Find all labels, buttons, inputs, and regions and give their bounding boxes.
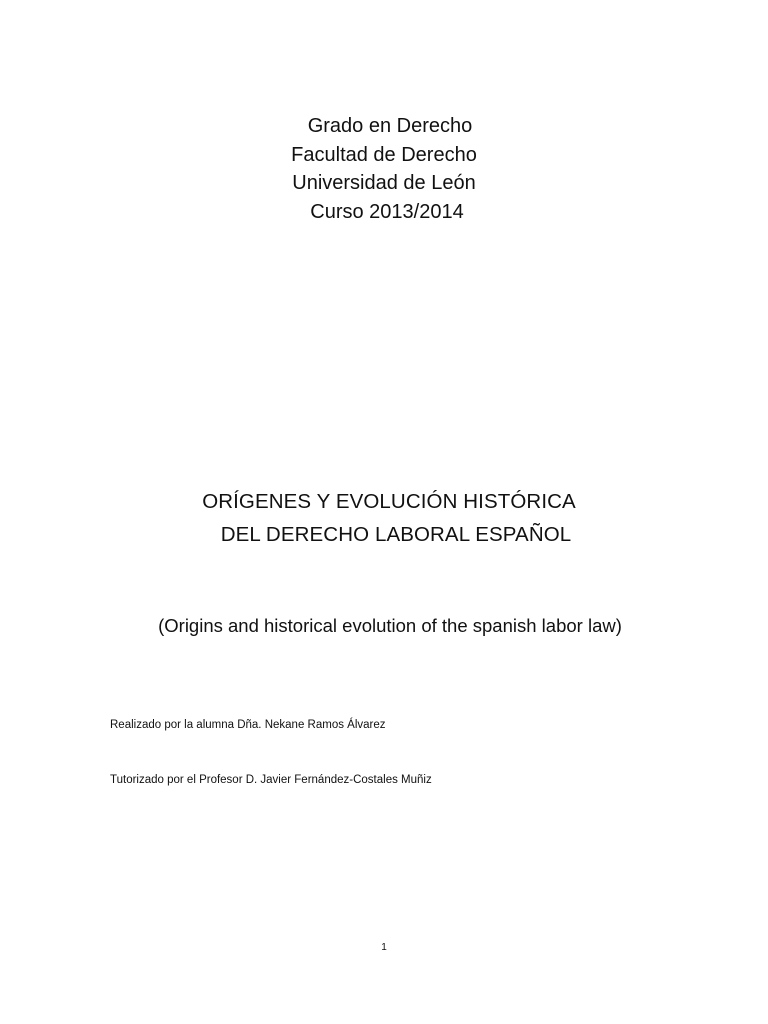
english-subtitle: (Origins and historical evolution of the spanish labor law) xyxy=(158,615,622,636)
title-line-1: ORÍGENES Y EVOLUCIÓN HISTÓRICA xyxy=(202,490,576,513)
thesis-title xyxy=(0,485,768,551)
institution-header xyxy=(0,112,768,226)
tutor-credit: Tutorizado por el Profesor D. Javier Fernández-Costales Muñiz xyxy=(110,774,432,786)
faculty-line: Facultad de Derecho xyxy=(291,143,477,166)
author-credit: Realizado por la alumna Dña. Nekane Ramos Álvarez xyxy=(110,719,386,731)
university-line: Universidad de León xyxy=(292,172,476,194)
title-line-2: DEL DERECHO LABORAL ESPAÑOL xyxy=(220,523,572,546)
page-number: 1 xyxy=(381,942,387,953)
course-year-line: Curso 2013/2014 xyxy=(310,200,464,223)
degree-line: Grado en Derecho xyxy=(307,115,473,137)
